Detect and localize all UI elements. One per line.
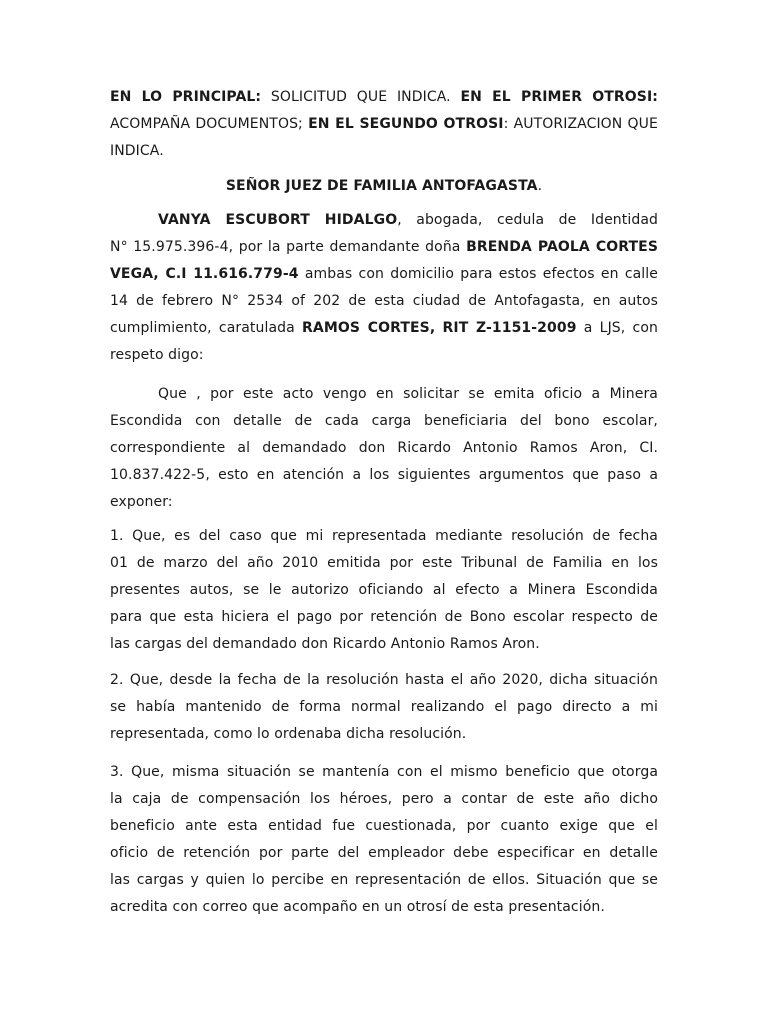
request-line-1: Que , por este acto vengo en solicitar se emita oficio a Minera xyxy=(158,386,658,402)
intro-line-5: cumplimiento, caratulada RAMOS CORTES, RIT Z-1151-2009 a LJS, con xyxy=(110,320,658,336)
label-primer-otrosi: EN EL PRIMER OTROSI xyxy=(460,89,653,105)
header-line-2 xyxy=(110,111,658,138)
intro-line-3: VEGA, C.I 11.616.779-4 ambas con domicilio para estos efectos en calle xyxy=(110,266,659,282)
intro-line-1: VANYA ESCUBORT HIDALGO, abogada, cedula de Identidad xyxy=(158,212,658,228)
request-line-5: exponer: xyxy=(110,494,173,510)
case-rit: RIT Z-1151-2009 xyxy=(442,320,577,336)
point3-line-1: 3. Que, misma situación se mantenía con el mismo beneficio que otorga xyxy=(110,764,658,780)
plaintiff-id: VEGA, C.I 11.616.779-4 xyxy=(110,266,299,282)
text-solicitud: SOLICITUD QUE INDICA. xyxy=(261,89,451,105)
point2-line-3: representada, como lo ordenaba dicha resolución. xyxy=(110,726,467,742)
request-line-4: 10.837.422-5, esto en atención a los siguientes argumentos que paso a xyxy=(110,467,658,483)
point1-line-1: 1. Que, es del caso que mi representada mediante resolución de fecha xyxy=(110,528,658,544)
label-en-lo-principal: EN LO PRINCIPAL xyxy=(110,89,256,105)
text-acompana: ACOMPAÑA DOCUMENTOS; xyxy=(110,116,303,132)
point2-line-1: 2. Que, desde la fecha de la resolución hasta el año 2020, dicha situación xyxy=(110,672,658,688)
case-caption: RAMOS CORTES, xyxy=(302,320,436,336)
point3-line-6: acredita con correo que acompaño en un otrosí de esta presentación. xyxy=(110,899,605,915)
label-segundo-otrosi: EN EL SEGUNDO OTROSI xyxy=(308,116,504,132)
lawyer-name: VANYA ESCUBORT HIDALGO xyxy=(158,212,398,228)
request-line-3: correspondiente al demandado don Ricardo Antonio Ramos Aron, CI. xyxy=(110,440,658,456)
point1-line-2: 01 de marzo del año 2010 emitida por este Tribunal de Familia en los xyxy=(110,555,658,571)
point3-line-3: beneficio ante esta entidad fue cuestionada, por cuanto exige que el xyxy=(110,818,658,834)
point3-line-2: la caja de compensación los héroes, pero a contar de este año dicho xyxy=(110,791,658,807)
point1-line-3: presentes autos, se le autorizo oficiando al efecto a Minera Escondida xyxy=(110,582,658,598)
intro-line-6: respeto digo: xyxy=(110,347,204,363)
point2-line-2: se había mantenido de forma normal realizando el pago directo a mi xyxy=(110,699,658,715)
addressee: SEÑOR JUEZ DE FAMILIA ANTOFAGASTA xyxy=(225,178,538,194)
point1-line-5: las cargas del demandado don Ricardo Antonio Ramos Aron. xyxy=(110,636,540,652)
header-line-3: INDICA. xyxy=(110,143,164,159)
addressee-line: SEÑOR JUEZ DE FAMILIA ANTOFAGASTA. xyxy=(225,178,543,194)
point3-line-5: las cargas y quien lo percibe en representación de ellos. Situación que se xyxy=(110,872,658,888)
request-line-2: Escondida con detalle de cada carga beneficiaria del bono escolar, xyxy=(110,413,658,429)
point3-line-4: oficio de retención por parte del empleador debe especificar en detalle xyxy=(110,845,658,861)
intro-line-4: 14 de febrero N° 2534 of 202 de esta ciudad de Antofagasta, en autos xyxy=(110,293,658,309)
plaintiff-name: BRENDA PAOLA CORTES xyxy=(466,239,659,255)
point1-line-4: para que esta hiciera el pago por retención de Bono escolar respecto de xyxy=(110,609,658,625)
intro-line-2: N° 15.975.396-4, por la parte demandante doña BRENDA PAOLA CORTES xyxy=(110,239,659,255)
header-line-1: EN LO PRINCIPAL: SOLICITUD QUE INDICA. EN EL PRIMER OTROSI: xyxy=(110,89,658,105)
text-autorizacion: : AUTORIZACION QUE xyxy=(503,116,658,132)
